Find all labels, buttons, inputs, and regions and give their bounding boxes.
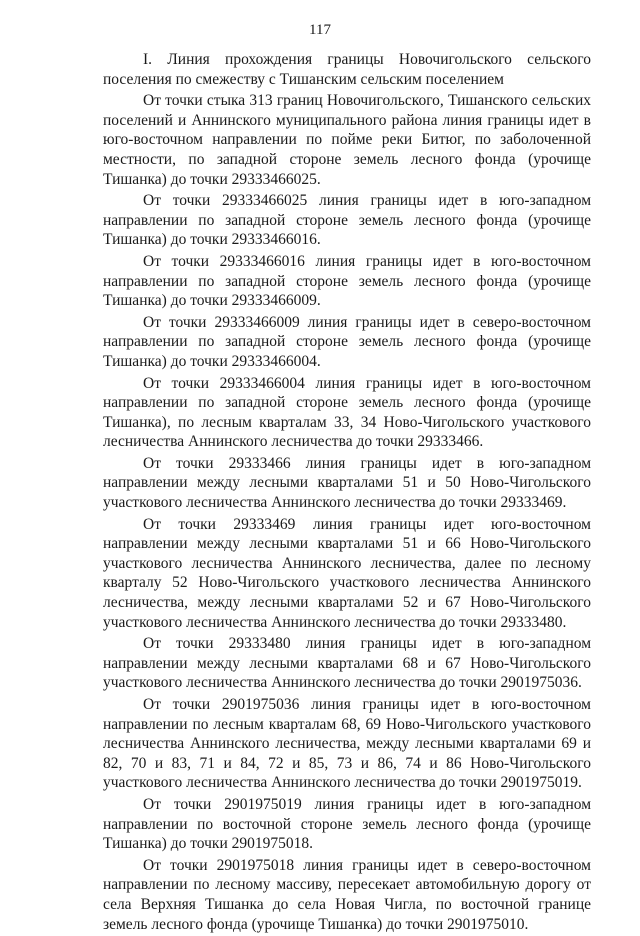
paragraph: От точки 29333469 линия границы идет юго-восточном направлении между лесными кварталами 51 и 66 Ново-Чигольского участкового лесничества Аннинского лесничества, далее по лесному кварталу 52 Ново-Чигольского участкового лесничества Аннинского лесничества, между лесными кварталами 52 и 67 Ново-Чигольского участкового лесничества Аннинского лесничества до точки 29333480.: [103, 515, 591, 631]
document-body: [103, 50, 591, 936]
section-heading: I. Линия прохождения границы Новочигольского сельского поселения по смежеству с Тишанским сельским поселением: [103, 51, 591, 88]
page-number: 117: [309, 22, 331, 38]
paragraph: От точки 29333466 линия границы идет в юго-западном направлении между лесными кварталами 51 и 50 Ново-Чигольского участкового лесничества Аннинского лесничества до точки 29333469.: [103, 454, 591, 512]
paragraph: От точки 29333466016 линия границы идет в юго-восточном направлении по западной стороне земель лесного фонда (урочище Тишанка) до точки 29333466009.: [103, 252, 591, 310]
paragraph: От точки 29333480 линия границы идет в юго-западном направлении между лесными кварталами 68 и 67 Ново-Чигольского участкового лесничества Аннинского лесничества до точки 2901975036.: [103, 635, 591, 692]
paragraph: От точки 29333466009 линия границы идет в северо-восточном направлении по западной стороне земель лесного фонда (урочище Тишанка) до точки 29333466004.: [103, 313, 591, 370]
paragraph: От точки 29333466025 линия границы идет в юго-западном направлении по западной стороне земель лесного фонда (урочище Тишанка) до точки 29333466016.: [103, 192, 591, 249]
paragraph: От точки 29333466004 линия границы идет в юго-восточном направлении по западной стороне земель лесного фонда (урочище Тишанка), по лесным кварталам 33, 34 Ново-Чигольского участкового лесничества Аннинского лесничества до точки 29333466.: [103, 374, 591, 451]
paragraph: От точки 2901975036 линия границы идет в юго-восточном направлении по лесным кварталам 68, 69 Ново-Чигольского участкового лесничества Аннинского лесничества, между лесными кварталами 69 и 82, 70 и 83, 71 и 84, 72 и 85, 73 и 86, 74 и 86 Ново-Чигольского участкового лесничества Аннинского лесничества до точки 2901975019.: [103, 696, 591, 792]
paragraph: От точки 2901975018 линия границы идет в северо-восточном направлении по лесному массиву, пересекает автомобильную дорогу от села Верхняя Тишанка до села Новая Чигла, по восточной границе земель лесного фонда (урочище Тишанка) до точки 2901975010.: [103, 856, 591, 933]
paragraph: От точки 2901975019 линия границы идет в юго-западном направлении по восточной стороне земель лесного фонда (урочище Тишанка) до точки 2901975018.: [103, 795, 591, 853]
paragraph: От точки стыка 313 границ Новочигольского, Тишанского сельских поселений и Аннинского муниципального района линия границы идет в юго-восточном направлении по пойме реки Битюг, по заболоченной местности, по западной стороне земель лесного фонда (урочище Тишанка) до точки 29333466025.: [103, 92, 591, 188]
